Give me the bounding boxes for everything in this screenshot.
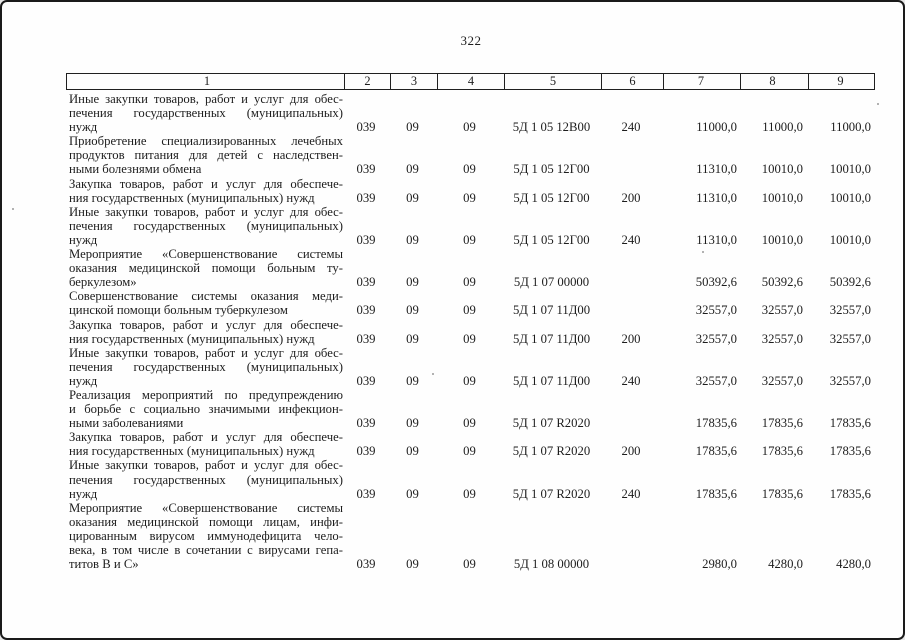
cell-col-9: 17835,6: [829, 486, 871, 501]
name-line: Мероприятие «Совершенствование системы: [69, 500, 343, 515]
name-line: Иные закупки товаров, работ и услуг для обес-: [69, 345, 343, 360]
cell-col-9: 32557,0: [829, 331, 871, 346]
table-row: [66, 346, 877, 388]
table-row: [66, 289, 877, 317]
name-line: нужд: [69, 232, 98, 247]
cell-name: [66, 430, 343, 458]
cell-col-5: 5Д 1 08 00000: [513, 557, 590, 572]
budget-table: [66, 73, 877, 571]
cell-col-3: 09: [406, 232, 419, 247]
scan-speck: [12, 208, 14, 210]
cell-col-7: 32557,0: [695, 331, 737, 346]
cell-col-3: 09: [406, 162, 419, 177]
name-line: печения государственных (муниципальных): [69, 472, 343, 487]
name-line: печения государственных (муниципальных): [69, 218, 343, 233]
name-line: Иные закупки товаров, работ и услуг для обес-: [69, 204, 343, 219]
table-row: [66, 177, 877, 205]
name-line: оказания медицинской помощи лицам, инфи-: [69, 514, 343, 529]
cell-col-2: 039: [356, 416, 376, 431]
cell-col-4: 09: [463, 416, 476, 431]
column-header-7: 7: [663, 74, 740, 89]
cell-col-6: 240: [621, 373, 641, 388]
cell-col-4: 09: [463, 190, 476, 205]
cell-col-7: 2980,0: [702, 557, 737, 572]
cell-col-4: 09: [463, 275, 476, 290]
name-line: Совершенствование системы оказания меди-: [69, 289, 343, 304]
cell-col-3: 09: [406, 120, 419, 135]
cell-col-3: 09: [406, 444, 419, 459]
cell-col-6: 200: [621, 444, 641, 459]
table-row: [66, 318, 877, 346]
name-line: нужд: [69, 120, 98, 135]
name-line: Иные закупки товаров, работ и услуг для обес-: [69, 458, 343, 473]
cell-name: [66, 458, 343, 500]
cell-col-5: 5Д 1 05 12Г00: [513, 162, 590, 177]
cell-col-2: 039: [356, 120, 376, 135]
cell-col-2: 039: [356, 486, 376, 501]
cell-col-6: 240: [621, 486, 641, 501]
cell-col-8: 32557,0: [761, 373, 803, 388]
name-line: печения государственных (муниципальных): [69, 106, 343, 121]
cell-col-5: 5Д 1 07 R2020: [512, 416, 591, 431]
table-row: [66, 134, 877, 176]
cell-col-9: 32557,0: [829, 303, 871, 318]
cell-col-2: 039: [356, 331, 376, 346]
column-header-6: 6: [601, 74, 663, 89]
cell-col-9: 11000,0: [830, 120, 871, 135]
cell-col-3: 09: [406, 486, 419, 501]
cell-col-7: 32557,0: [695, 373, 737, 388]
name-line: Мероприятие «Совершенствование системы: [69, 247, 343, 262]
column-header-8: 8: [740, 74, 808, 89]
cell-col-5: 5Д 1 07 R2020: [512, 444, 591, 459]
cell-col-8: 17835,6: [761, 416, 803, 431]
cell-col-2: 039: [356, 444, 376, 459]
cell-col-7: 17835,6: [695, 416, 737, 431]
cell-col-5: 5Д 1 07 R2020: [512, 486, 591, 501]
table-row: [66, 247, 877, 289]
scan-speck: [877, 103, 879, 105]
name-line: Приобретение специализированных лечебных: [69, 134, 343, 149]
cell-col-5: 5Д 1 05 12В00: [512, 120, 591, 135]
cell-col-7: 11310,0: [696, 232, 737, 247]
name-line: беркулезом»: [69, 275, 137, 290]
cell-name: [66, 205, 343, 247]
cell-col-7: 17835,6: [695, 444, 737, 459]
cell-col-5: 5Д 1 07 00000: [513, 275, 590, 290]
cell-col-4: 09: [463, 444, 476, 459]
name-line: нужд: [69, 373, 98, 388]
cell-col-7: 32557,0: [695, 303, 737, 318]
cell-name: [66, 177, 343, 205]
cell-name: [66, 346, 343, 388]
cell-col-9: 50392,6: [829, 275, 871, 290]
cell-col-9: 10010,0: [829, 190, 871, 205]
cell-col-2: 039: [356, 303, 376, 318]
cell-col-7: 17835,6: [695, 486, 737, 501]
page-number: 322: [460, 33, 482, 48]
cell-name: [66, 247, 343, 289]
cell-col-4: 09: [463, 331, 476, 346]
column-header-9: 9: [808, 74, 876, 89]
cell-name: [66, 134, 343, 176]
cell-col-4: 09: [463, 232, 476, 247]
cell-col-8: 50392,6: [761, 275, 803, 290]
cell-col-8: 10010,0: [761, 232, 803, 247]
cell-col-6: 200: [621, 331, 641, 346]
cell-col-5: 5Д 1 07 11Д00: [512, 303, 591, 318]
table-row: [66, 92, 877, 134]
cell-col-8: 32557,0: [761, 303, 803, 318]
cell-col-4: 09: [463, 557, 476, 572]
cell-col-7: 50392,6: [695, 275, 737, 290]
cell-col-5: 5Д 1 05 12Г00: [513, 232, 590, 247]
name-line: Реализация мероприятий по предупреждению: [69, 387, 343, 402]
cell-col-2: 039: [356, 190, 376, 205]
cell-col-9: 10010,0: [829, 232, 871, 247]
table-row: [66, 501, 877, 571]
name-line: ния государственных (муниципальных) нужд: [69, 331, 315, 346]
table-header-row: [66, 73, 875, 90]
cell-name: [66, 289, 343, 317]
cell-col-9: 10010,0: [829, 162, 871, 177]
table-row: [66, 458, 877, 500]
cell-col-6: 240: [621, 232, 641, 247]
cell-col-8: 4280,0: [768, 557, 803, 572]
cell-col-5: 5Д 1 07 11Д00: [512, 331, 591, 346]
cell-col-9: 4280,0: [836, 557, 871, 572]
cell-name: [66, 92, 343, 134]
name-line: ния государственных (муниципальных) нужд: [69, 190, 315, 205]
name-line: печения государственных (муниципальных): [69, 359, 343, 374]
cell-col-3: 09: [406, 275, 419, 290]
name-line: Иные закупки товаров, работ и услуг для обес-: [69, 92, 343, 106]
table-row: [66, 388, 877, 430]
cell-col-2: 039: [356, 373, 376, 388]
cell-col-6: 200: [621, 190, 641, 205]
cell-col-7: 11000,0: [696, 120, 737, 135]
name-line: оказания медицинской помощи больным ту-: [69, 261, 343, 276]
scan-speck: [432, 373, 434, 375]
cell-col-3: 09: [406, 303, 419, 318]
cell-col-4: 09: [463, 162, 476, 177]
cell-col-8: 10010,0: [761, 162, 803, 177]
name-line: ными заболеваниями: [69, 416, 184, 431]
cell-col-2: 039: [356, 232, 376, 247]
cell-col-8: 11000,0: [762, 120, 803, 135]
name-line: продуктов питания для детей с наследствен-: [69, 148, 343, 163]
cell-col-3: 09: [406, 190, 419, 205]
cell-col-7: 11310,0: [696, 162, 737, 177]
cell-col-7: 11310,0: [696, 190, 737, 205]
name-line: нужд: [69, 486, 98, 501]
column-header-3: 3: [390, 74, 437, 89]
table-row: [66, 205, 877, 247]
column-header-5: 5: [504, 74, 601, 89]
cell-col-5: 5Д 1 07 11Д00: [512, 373, 591, 388]
column-header-1: 1: [203, 74, 211, 88]
cell-col-5: 5Д 1 05 12Г00: [513, 190, 590, 205]
name-line: титов В и С»: [69, 557, 139, 572]
name-line: ния государственных (муниципальных) нужд: [69, 444, 315, 459]
cell-col-8: 17835,6: [761, 444, 803, 459]
cell-col-8: 10010,0: [761, 190, 803, 205]
column-header-2: 2: [344, 74, 390, 89]
scan-speck: [702, 251, 704, 253]
name-line: века, в том числе в сочетании с вирусами гепа-: [69, 543, 343, 557]
table-body: [66, 90, 877, 571]
name-line: Закупка товаров, работ и услуг для обеспече-: [69, 317, 343, 332]
cell-col-4: 09: [463, 120, 476, 135]
cell-col-6: 240: [621, 120, 641, 135]
name-line: цированным вирусом иммунодефицита чело-: [69, 528, 343, 543]
name-line: цинской помощи больным туберкулезом: [69, 303, 288, 318]
cell-name: [66, 318, 343, 346]
column-header-4: 4: [437, 74, 504, 89]
cell-col-9: 32557,0: [829, 373, 871, 388]
name-line: Закупка товаров, работ и услуг для обеспече-: [69, 176, 343, 191]
cell-col-2: 039: [356, 162, 376, 177]
cell-col-8: 32557,0: [761, 331, 803, 346]
cell-col-3: 09: [406, 416, 419, 431]
name-line: ными болезнями обмена: [69, 162, 202, 177]
cell-col-3: 09: [406, 331, 419, 346]
cell-col-2: 039: [356, 557, 376, 572]
cell-col-2: 039: [356, 275, 376, 290]
cell-col-9: 17835,6: [829, 416, 871, 431]
name-line: Закупка товаров, работ и услуг для обеспече-: [69, 430, 343, 445]
table-row: [66, 430, 877, 458]
cell-col-9: 17835,6: [829, 444, 871, 459]
cell-col-3: 09: [406, 373, 419, 388]
name-line: и борьбе с социально значимыми инфекцион-: [69, 402, 343, 417]
cell-col-4: 09: [463, 486, 476, 501]
cell-col-4: 09: [463, 303, 476, 318]
cell-col-8: 17835,6: [761, 486, 803, 501]
cell-col-4: 09: [463, 373, 476, 388]
cell-name: [66, 501, 343, 571]
cell-col-3: 09: [406, 557, 419, 572]
cell-name: [66, 388, 343, 430]
